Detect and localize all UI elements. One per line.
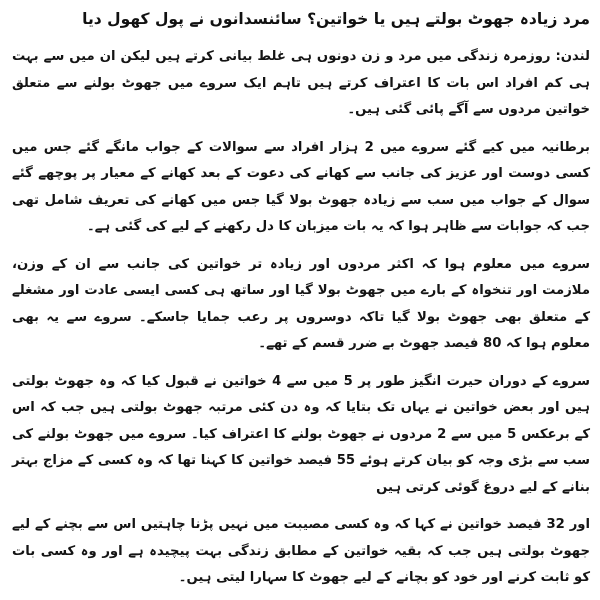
article-paragraph-4: سروے کے دوران حیرت انگیز طور پر 5 میں سے 4 خواتین نے قبول کیا کہ وہ جھوٹ بولتی ہیں اور بعض خواتین نے یہاں تک بتایا کہ وہ دن کئی مرتبہ جھوٹ بولتی ہیں جب کہ اس کے برعکس 5 میں سے 2 مردوں نے جھوٹ بولنے کا اعتراف کیا۔ سروے میں جھوٹ بولنے کی سب سے بڑی وجہ کو بیان کرتے ہوئے 55 فیصد خواتین کا کہنا تھا کہ وہ کسی کے مزاج بہتر بنانے کے لیے دروغ گوئی کرتی ہیں	[12, 373, 591, 495]
article-paragraph-5: اور 32 فیصد خواتین نے کہا کہ وہ کسی مصیبت میں نہیں پڑنا چاہتیں اس سے بچنے کے لیے جھوٹ بولتی ہیں جب کہ بقیہ خواتین کے مطابق زندگی بہت پیچیدہ ہے اور وہ کسی بات کو ثابت کرنے اور خود کو بچانے کے لیے جھوٹ کا سہارا لیتی ہیں۔	[12, 517, 591, 585]
article-paragraph-2: برطانیہ میں کیے گئے سروے میں 2 ہزار افراد سے سوالات کے جواب مانگے گئے جس میں کسی دوست اور عزیز کی جانب سے کھانے کی دعوت کے بعد کھانے کے معیار پر پوچھے گئے سوال کے جواب میں سب سے زیادہ جھوٹ بولا گیا جس میں کھانے کی تعریف شامل تھی جب کہ جوابات سے ظاہر ہوا کہ یہ بات میزبان کا دل رکھنے کے لیے کی گئی ہے۔	[12, 139, 591, 234]
article-paragraph-3: سروے میں معلوم ہوا کہ اکثر مردوں اور زیادہ تر خواتین کی جانب سے ان کے وزن، ملازمت اور تنخواہ کے بارے میں جھوٹ بولا گیا اور ساتھ ہی کسی ایسی عادت اور مشغلے کے متعلق بھی جھوٹ بولا گیا تاکہ دوسروں پر رعب جمایا جاسکے۔ سروے سے یہ بھی معلوم ہوا کہ 80 فیصد جھوٹ بے ضرر قسم کے تھے۔	[12, 256, 590, 351]
article-headline: مرد زیادہ جھوٹ بولتے ہیں یا خواتین؟ سائنسدانوں نے پول کھول دیا	[82, 10, 590, 28]
article-paragraph-1: لندن: روزمرہ زندگی میں مرد و زن دونوں ہی غلط بیانی کرتے ہیں لیکن ان میں سے بہت ہی کم افراد اس بات کا اعتراف کرتے ہیں تاہم ایک سروے میں جھوٹ بولنے سے متعلق خواتین مردوں سے آگے پائی گئی ہیں۔	[12, 49, 590, 117]
